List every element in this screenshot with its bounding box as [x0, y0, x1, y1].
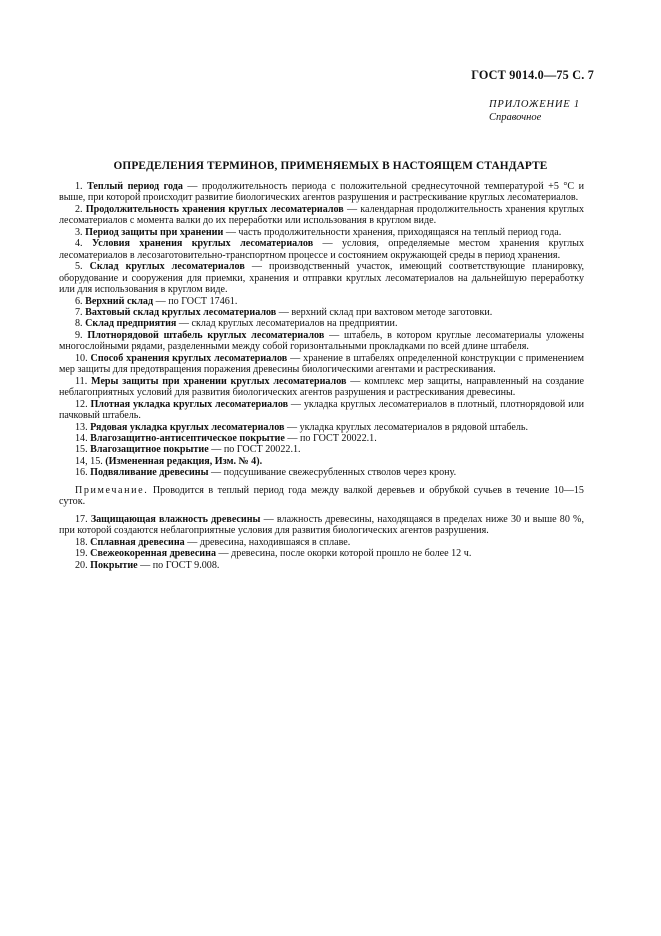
definition-term: Склад круглых лесоматериалов [89, 261, 245, 273]
definition-text: — верхний склад при вахтовом методе заготовки. [278, 306, 493, 318]
definition-item [59, 514, 584, 537]
definition-text: — по ГОСТ 20022.1. [211, 444, 301, 456]
definition-term: Влагозащитное покрытие [90, 444, 209, 456]
definition-number: 14. [75, 432, 88, 444]
definition-term: Меры защиты при хранении круглых лесоматериалов [91, 375, 347, 387]
definition-term: Покрытие [90, 559, 138, 571]
note-paragraph [59, 485, 584, 508]
definition-text: — склад круглых лесоматериалов на предприятии. [178, 318, 398, 330]
definition-text: — календарная продолжительность хранения круглых лесоматериалов с момента валки до их переработки или использования в круглом виде. [59, 203, 584, 227]
definition-number: 6. [75, 295, 83, 307]
definition-text: — условия, определяемые местом хранения круглых лесоматериалов в лесозаготовительно-транспортном процессе и состоянием окружающей среды в период хранения. [59, 238, 584, 261]
definition-item [59, 204, 584, 227]
definition-item [59, 353, 584, 376]
definition-item [59, 433, 584, 444]
definition-term: Период защиты при хранении [85, 226, 224, 238]
definition-text: — хранение в штабелях определенной конструкции с применением мер защиты для предотвращения поражения древесины биологическими агентами и растрескивания. [59, 352, 584, 376]
definition-text: — часть продолжительности хранения, приходящаяся на теплый период года. [225, 226, 562, 238]
definition-number: 1. [75, 181, 83, 192]
definition-number: 4. [75, 238, 83, 250]
definition-term: Рядовая укладка круглых лесоматериалов [90, 421, 285, 433]
definition-number: 14, 15. [75, 455, 103, 467]
definition-number: 8. [75, 318, 83, 330]
definition-term: (Измененная редакция, Изм. № 4). [105, 455, 263, 467]
appendix-subtitle: Справочное [489, 112, 542, 123]
definition-number: 19. [75, 548, 88, 560]
definition-number: 10. [75, 352, 88, 364]
definition-item [59, 444, 584, 455]
definitions-list-continued [59, 514, 584, 571]
definition-item [59, 181, 584, 204]
definition-item [59, 296, 584, 307]
appendix-title: ПРИЛОЖЕНИЕ 1 [489, 99, 580, 110]
definition-term: Условия хранения круглых лесоматериалов [91, 238, 314, 250]
definition-text: — укладка круглых лесоматериалов в рядовой штабель. [286, 421, 529, 433]
definition-text: — укладка круглых лесоматериалов в плотный, плотнорядовой или пачковый штабель. [59, 398, 584, 422]
definition-item [59, 467, 584, 478]
definition-item [59, 548, 584, 559]
definition-term: Подвяливание древесины [90, 467, 209, 479]
definition-term: Теплый период года [87, 181, 183, 192]
definitions-list [59, 181, 584, 479]
definition-item [59, 330, 584, 353]
definition-item [59, 307, 584, 318]
definition-number: 20. [75, 559, 88, 571]
definition-number: 17. [75, 513, 88, 525]
definition-text: — комплекс мер защиты, направленный на создание неблагоприятных условий для развития биологических агентов разрушения и растрескивания древесины. [59, 375, 584, 399]
definition-item [59, 261, 584, 295]
document-body [59, 181, 584, 571]
definition-number: 5. [75, 261, 83, 273]
definition-term: Плотнорядовой штабель круглых лесоматериалов [87, 329, 325, 341]
appendix-label [489, 98, 580, 124]
definition-item [59, 456, 584, 467]
definition-number: 9. [75, 329, 83, 341]
definition-text: — продолжительность периода с положительной среднесуточной температурой +5 °С и выше, при которой происходит развитие биологических агентов разрушения и растрескивание круглых лесоматериалов. [59, 181, 585, 204]
definition-number: 15. [75, 444, 88, 456]
definition-item [59, 399, 584, 422]
definition-term: Плотная укладка круглых лесоматериалов [90, 398, 289, 410]
definition-term: Вахтовый склад круглых лесоматериалов [85, 306, 277, 318]
definition-item [59, 422, 584, 433]
definition-term: Влагозащитно-антисептическое покрытие [90, 432, 285, 444]
definition-term: Свежеокоренная древесина [90, 548, 216, 560]
definition-number: 3. [75, 226, 83, 238]
definition-number: 18. [75, 536, 88, 548]
definition-text: — штабель, в котором круглые лесоматериалы уложены многослойными рядами, разделенными между собой горизонтальными прокладками по всей длине штабеля. [59, 329, 585, 353]
definition-number: 16. [75, 467, 88, 479]
definition-item [59, 238, 584, 261]
definition-term: Продолжительность хранения круглых лесоматериалов [85, 203, 344, 215]
definition-number: 2. [75, 203, 83, 215]
definition-text: — подсушивание свежесрубленных стволов через крону. [211, 467, 457, 479]
definition-number: 12. [75, 398, 88, 410]
definition-number: 13. [75, 421, 88, 433]
definition-text: — влажность древесины, находящаяся в пределах ниже 30 и выше 80 %, при которой создаются неблагоприятные условия для развития биологических агентов разрушения. [59, 513, 584, 537]
definition-item [59, 537, 584, 548]
definition-text: — производственный участок, имеющий соответствующие планировку, оборудование и сооружения для приемки, хранения и отправки круглых лесоматериалов на дальнейшую переработку или для использования в круглом виде. [59, 261, 584, 296]
page-header: ГОСТ 9014.0—75 С. 7 [471, 68, 594, 82]
definition-item [59, 376, 584, 399]
definition-number: 7. [75, 306, 83, 318]
definition-item [59, 560, 584, 571]
definition-term: Верхний склад [85, 295, 154, 307]
definition-text: — по ГОСТ 9.008. [140, 559, 220, 571]
definition-item [59, 318, 584, 329]
definition-text: — по ГОСТ 20022.1. [287, 432, 377, 444]
definition-term: Сплавная древесина [90, 536, 185, 548]
definition-text: — древесина, находившаяся в сплаве. [187, 536, 351, 548]
definition-number: 11. [75, 375, 88, 387]
definition-term: Способ хранения круглых лесоматериалов [90, 352, 288, 364]
note-label: Примечание. [75, 484, 149, 496]
definition-text: — древесина, после окорки которой прошло не более 12 ч. [218, 548, 472, 560]
definition-item [59, 227, 584, 238]
document-title: ОПРЕДЕЛЕНИЯ ТЕРМИНОВ, ПРИМЕНЯЕМЫХ В НАСТОЯЩЕМ СТАНДАРТЕ [113, 160, 548, 172]
definition-term: Склад предприятия [85, 318, 177, 330]
note-text: Проводится в теплый период года между валкой деревьев и обрубкой сучьев в течение 10—15 суток. [59, 484, 584, 508]
definition-term: Защищающая влажность древесины [90, 513, 261, 525]
definition-text: — по ГОСТ 17461. [155, 295, 238, 307]
